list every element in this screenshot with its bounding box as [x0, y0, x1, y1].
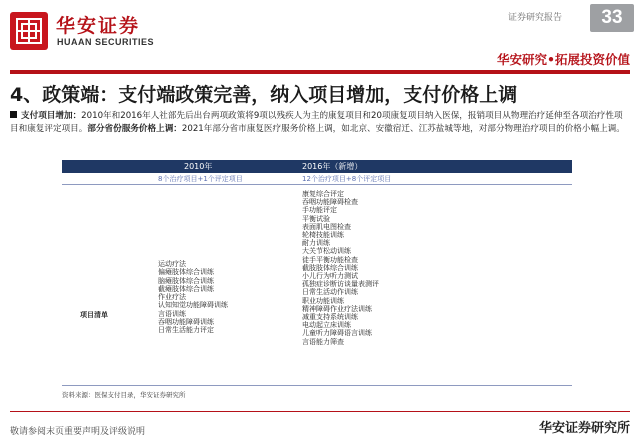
list-item: 孤独症诊断访谈量表测评 [302, 280, 379, 289]
lead-price-increase: 部分省份服务价格上调： [87, 124, 182, 134]
footer-company: 华安证券研究所 [538, 421, 630, 436]
list-item: 康复综合评定 [302, 190, 344, 198]
list-item: 大关节松动训练 [302, 247, 351, 256]
list-item: 言语能力筛查 [302, 337, 344, 346]
list-item: 小儿行为听力测试 [302, 272, 358, 281]
page-number: 33 [590, 4, 634, 32]
list-item: 偏瘫肢体综合训练 [158, 268, 214, 277]
header-divider [10, 70, 630, 74]
list-item: 运动疗法 [158, 260, 186, 268]
list-item: 减重支持系统训练 [302, 313, 358, 322]
list-item: 手功能评定 [302, 206, 337, 215]
list-item: 截肢肢体综合训练 [302, 263, 358, 272]
section-heading: 4、政策端：支付端政策完善，纳入项目增加，支付价格上调 [10, 84, 518, 106]
list-item: 职业功能训练 [302, 296, 344, 305]
report-type-label: 证券研究报告 [508, 13, 563, 23]
logo-english-name: HUAAN SECURITIES [57, 37, 155, 47]
table-body [62, 185, 572, 386]
footer-disclaimer: 敬请参阅末页重要声明及评级说明 [10, 427, 146, 437]
row-label: 项目清单 [80, 311, 108, 319]
list-item: 认知知觉功能障碍训练 [158, 301, 228, 310]
items-2010-list [158, 260, 228, 335]
table-subheader-row [62, 173, 572, 185]
subheader-2010: 8个治疗项目+1个评定项目 [158, 175, 243, 183]
list-item: 吞咽功能障碍检查 [302, 198, 358, 207]
table-header-row [62, 160, 572, 173]
subheader-2016: 12个治疗项目+8个评定项目 [302, 175, 392, 183]
list-item: 耐力训练 [302, 239, 330, 248]
company-logo-icon [10, 12, 48, 50]
paragraph-text-2: 2021年部分省市康复医疗服务价格上调，如北京、安徽宿迁、江苏盐城等地，对部分物理治疗项目的价格小幅上调。 [181, 124, 625, 134]
list-item: 徒手平衡功能检查 [302, 255, 358, 264]
list-item: 言语训练 [158, 309, 186, 318]
source-note: 资料来源：医保支付目录，华安证券研究所 [62, 391, 186, 399]
body-paragraph [10, 110, 628, 136]
list-item: 日常生活动作训练 [302, 288, 358, 297]
list-item: 截瘫肢体综合训练 [158, 284, 214, 293]
bullet-icon [10, 111, 17, 118]
paragraph-text-1: 2010年和2016年人社部先后出台两项政策将9项以残疾人为主的康复项目和20项康复项目纳入医保，报销项目从物理治疗延伸至各项治疗性项目和康复评定项目。 [10, 111, 623, 134]
list-item: 吞咽功能障碍训练 [158, 318, 214, 327]
list-item: 日常生活能力评定 [158, 326, 214, 335]
lead-payment-items: 支付项目增加： [21, 111, 82, 121]
list-item: 作业疗法 [158, 293, 186, 302]
policy-table [62, 160, 572, 386]
items-2016-list [302, 190, 379, 346]
list-item: 表面肌电图检查 [302, 222, 351, 231]
header-slogan: 华安研究•拓展投资价值 [497, 52, 630, 67]
list-item: 儿童听力障碍语言训练 [302, 329, 372, 338]
list-item: 平衡试验 [302, 214, 330, 223]
column-header-2010: 2010年 [184, 162, 213, 171]
list-item: 脑瘫肢体综合训练 [158, 276, 214, 285]
list-item: 精神障碍作业疗法训练 [302, 304, 372, 313]
list-item: 轮椅技能训练 [302, 231, 344, 240]
footer-divider [10, 411, 630, 412]
column-header-2016: 2016年（新增） [302, 162, 363, 171]
list-item: 电动起立床训练 [302, 321, 351, 330]
logo-chinese-name: 华安证券 [56, 15, 141, 37]
